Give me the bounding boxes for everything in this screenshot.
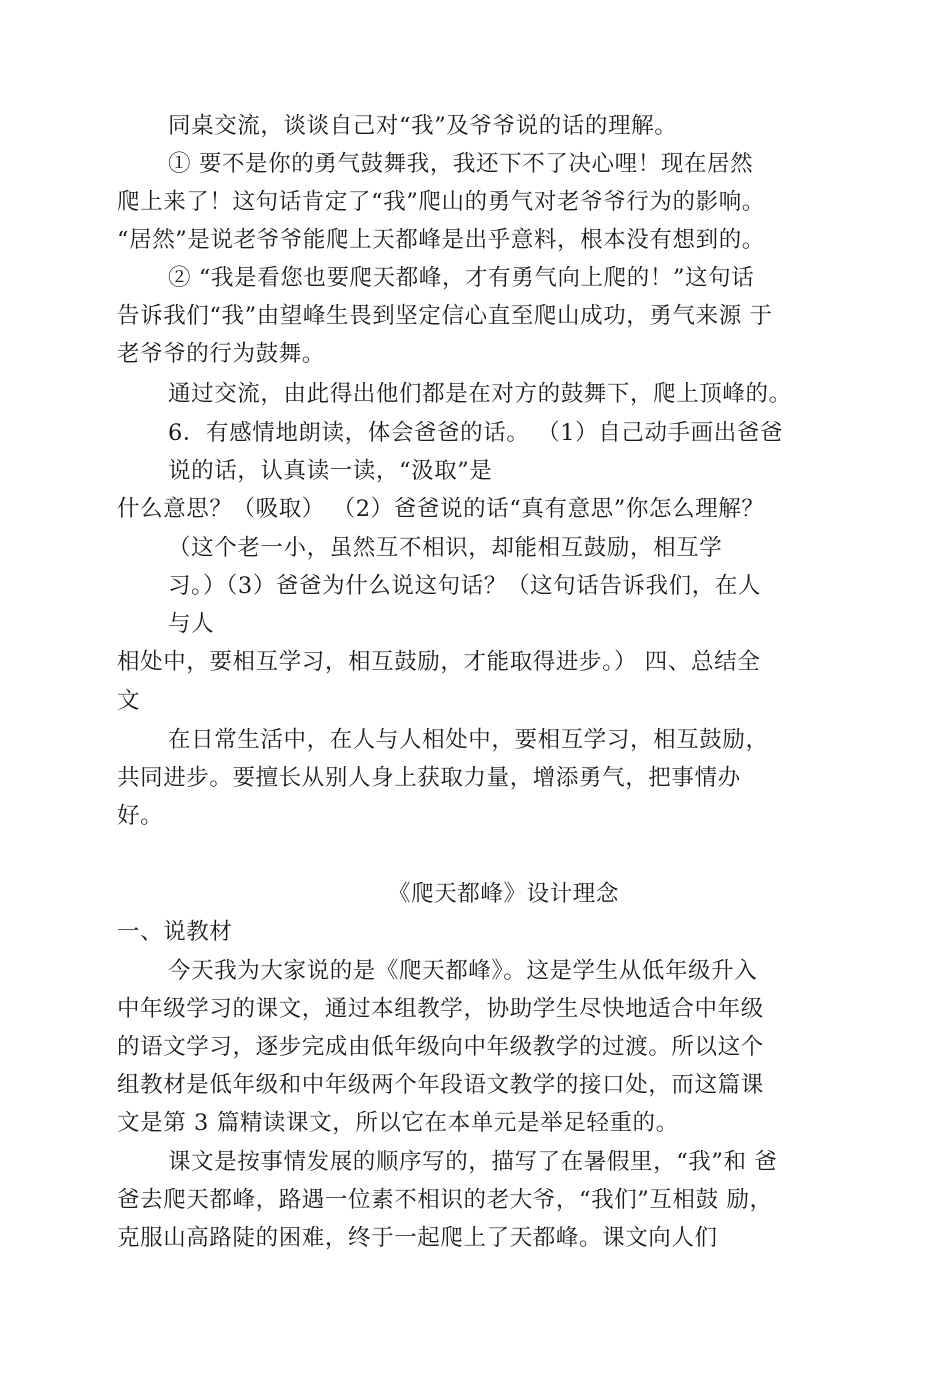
text-line-28: 爸去爬天都峰，路遇一位素不相识的老大爷，“我们”互相鼓 励， — [117, 1187, 773, 1213]
text-line-3: 爬上来了！这句话肯定了“我”爬山的勇气对老爷爷行为的影响。 — [117, 189, 765, 215]
text-line-22: 今天我为大家说的是《爬天都峰》。这是学生从低年级升入 — [168, 958, 758, 984]
text-line-6: 告诉我们“我”由望峰生畏到坚定信心直至爬山成功，勇气来源 于 — [117, 303, 773, 329]
text-line-16: 文 — [117, 688, 141, 714]
text-line-13: 习。）（3）爸爸为什么说这句话？（这句话告诉我们，在人 — [168, 573, 762, 599]
text-line-10: 说的话，认真读一读，“汲取”是 — [168, 458, 493, 484]
text-line-11: 什么意思？（吸取） （2）爸爸说的话“真有意思”你怎么理解？ — [117, 496, 765, 522]
text-line-17: 在日常生活中，在人与人相处中，要相互学习，相互鼓励， — [168, 727, 769, 753]
section-heading: 一、说教材 — [117, 919, 233, 945]
section-title: 《爬天都峰》设计理念 — [388, 881, 620, 907]
text-line-1: 同桌交流，谈谈自己对“我”及爷爷说的话的理解。 — [168, 113, 678, 139]
text-line-2: ① 要不是你的勇气鼓舞我，我还下不了决心哩！现在居然 — [168, 151, 754, 177]
text-line-7: 老爷爷的行为鼓舞。 — [117, 341, 325, 367]
text-line-4: “居然”是说老爷爷能爬上天都峰是出乎意料，根本没有想到的。 — [117, 227, 765, 253]
text-line-9: 6．有感情地朗读，体会爸爸的话。 （1）自己动手画出爸爸 — [168, 420, 784, 446]
text-line-15: 相处中，要相互学习，相互鼓励，才能取得进步。） 四、总结全 — [117, 649, 761, 675]
text-line-25: 组教材是低年级和中年级两个年段语文教学的接口处，而这篇课 — [117, 1072, 764, 1098]
text-line-18: 共同进步。要擅长从别人身上获取力量，增添勇气，把事情办 — [117, 765, 741, 791]
text-line-8: 通过交流，由此得出他们都是在对方的鼓舞下，爬上顶峰的。 — [168, 381, 792, 407]
text-line-27: 课文是按事情发展的顺序写的，描写了在暑假里，“我”和 爸 — [168, 1149, 778, 1175]
text-line-14: 与人 — [168, 611, 215, 637]
text-line-29: 克服山高路陡的困难，终于一起爬上了天都峰。课文向人们 — [117, 1225, 718, 1251]
text-line-26: 文是第 3 篇精读课文，所以它在本单元是举足轻重的。 — [117, 1110, 679, 1136]
text-line-19: 好。 — [117, 803, 164, 829]
text-line-5: ② “我是看您也要爬天都峰，才有勇气向上爬的！”这句话 — [168, 265, 755, 291]
text-line-24: 的语文学习，逐步完成由低年级向中年级教学的过渡。所以这个 — [117, 1034, 764, 1060]
text-line-12: （这个老一小，虽然互不相识，却能相互鼓励，相互学 — [168, 535, 723, 561]
text-line-23: 中年级学习的课文，通过本组教学，协助学生尽快地适合中年级 — [117, 996, 764, 1022]
